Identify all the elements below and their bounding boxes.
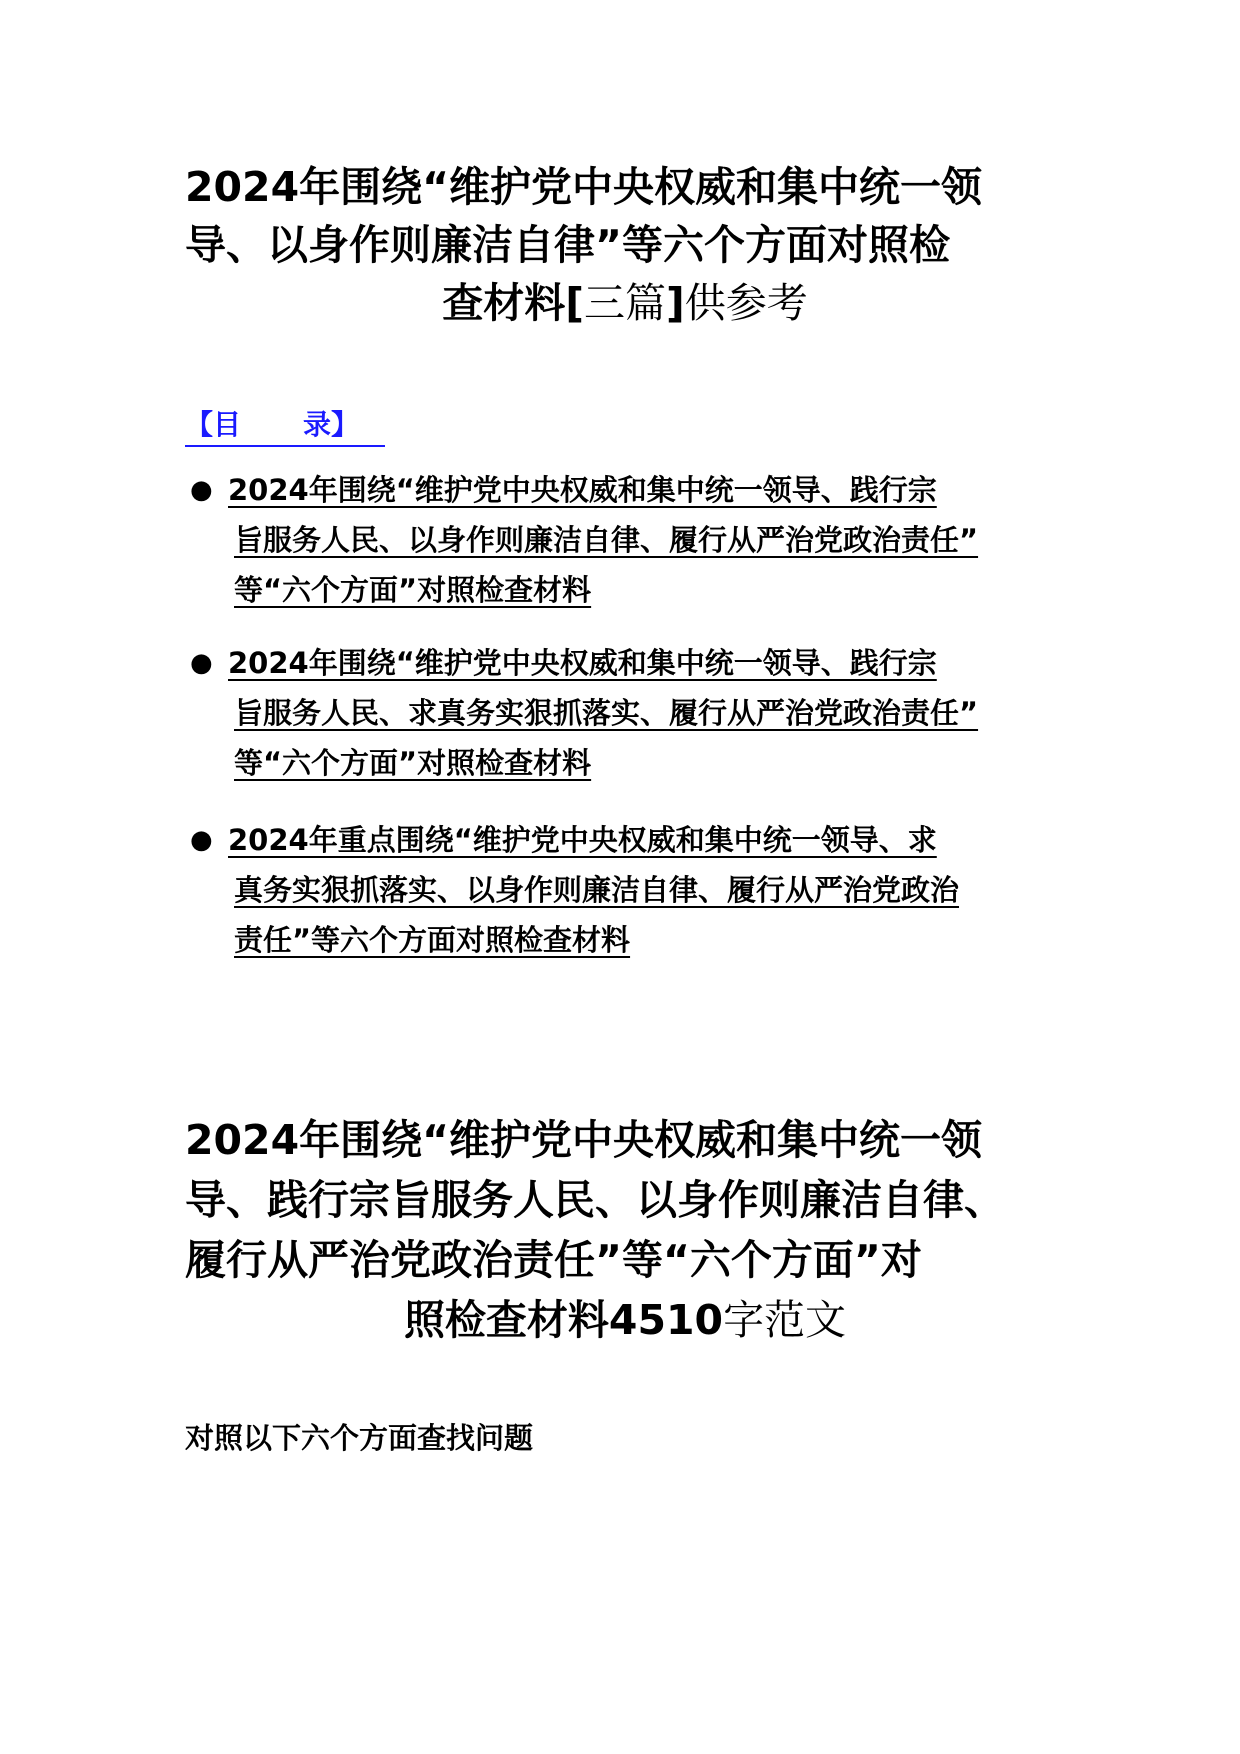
title-line-3 <box>185 274 1065 332</box>
section-title-line-4-normal: 字范文 <box>723 1296 847 1344</box>
document-title <box>185 158 1065 332</box>
toc-header-left: 【目 <box>185 408 242 441</box>
toc-item-3-line-1[interactable]: 2024年重点围绕“维护党中央权威和集中统一领导、求 <box>228 823 937 857</box>
section-title-line-2: 导、践行宗旨服务人民、以身作则廉洁自律、 <box>185 1176 1005 1224</box>
toc-item-1[interactable] <box>190 465 1070 615</box>
title-line-2: 导、以身作则廉洁自律”等六个方面对照检 <box>185 221 950 269</box>
toc-item-3-line-2[interactable]: 真务实狠抓落实、以身作则廉洁自律、履行从严治党政治 <box>234 873 960 907</box>
toc-header[interactable] <box>185 405 385 447</box>
bullet-icon: ● <box>190 825 213 855</box>
title-line-3-bold2: ] <box>666 279 685 327</box>
section-title-line-1: 2024年围绕“维护党中央权威和集中统一领 <box>185 1116 983 1164</box>
toc-item-2-line-2[interactable]: 旨服务人民、求真务实狠抓落实、履行从严治党政治责任” <box>234 696 979 730</box>
section-title-line-3: 履行从严治党政治责任”等“六个方面”对 <box>185 1236 922 1284</box>
toc-item-1-line-1[interactable]: 2024年围绕“维护党中央权威和集中统一领导、践行宗 <box>228 473 937 507</box>
bullet-icon: ● <box>190 648 213 678</box>
toc-item-3-line-3[interactable]: 责任”等六个方面对照检查材料 <box>234 923 631 957</box>
title-line-3-normal: 三篇 <box>584 279 666 327</box>
title-line-3-bold: 查材料[ <box>442 279 584 327</box>
toc-item-2[interactable] <box>190 638 1070 788</box>
bullet-icon: ● <box>190 475 213 505</box>
section-title-line-4 <box>185 1290 1065 1350</box>
section-title-line-4-bold: 照检查材料4510 <box>403 1296 724 1344</box>
toc-item-2-line-1[interactable]: 2024年围绕“维护党中央权威和集中统一领导、践行宗 <box>228 646 937 680</box>
toc-item-3[interactable] <box>190 815 1070 965</box>
toc-item-1-line-2[interactable]: 旨服务人民、以身作则廉洁自律、履行从严治党政治责任” <box>234 523 979 557</box>
toc-header-right: 录】 <box>303 408 360 441</box>
section-title <box>185 1110 1065 1350</box>
title-line-3-normal2: 供参考 <box>684 279 808 327</box>
toc-header-link[interactable] <box>185 405 385 447</box>
subheading: 对照以下六个方面查找问题 <box>185 1421 534 1455</box>
title-line-1: 2024年围绕“维护党中央权威和集中统一领 <box>185 163 983 211</box>
toc-item-2-line-3[interactable]: 等“六个方面”对照检查材料 <box>234 746 592 780</box>
toc-item-1-line-3[interactable]: 等“六个方面”对照检查材料 <box>234 573 592 607</box>
